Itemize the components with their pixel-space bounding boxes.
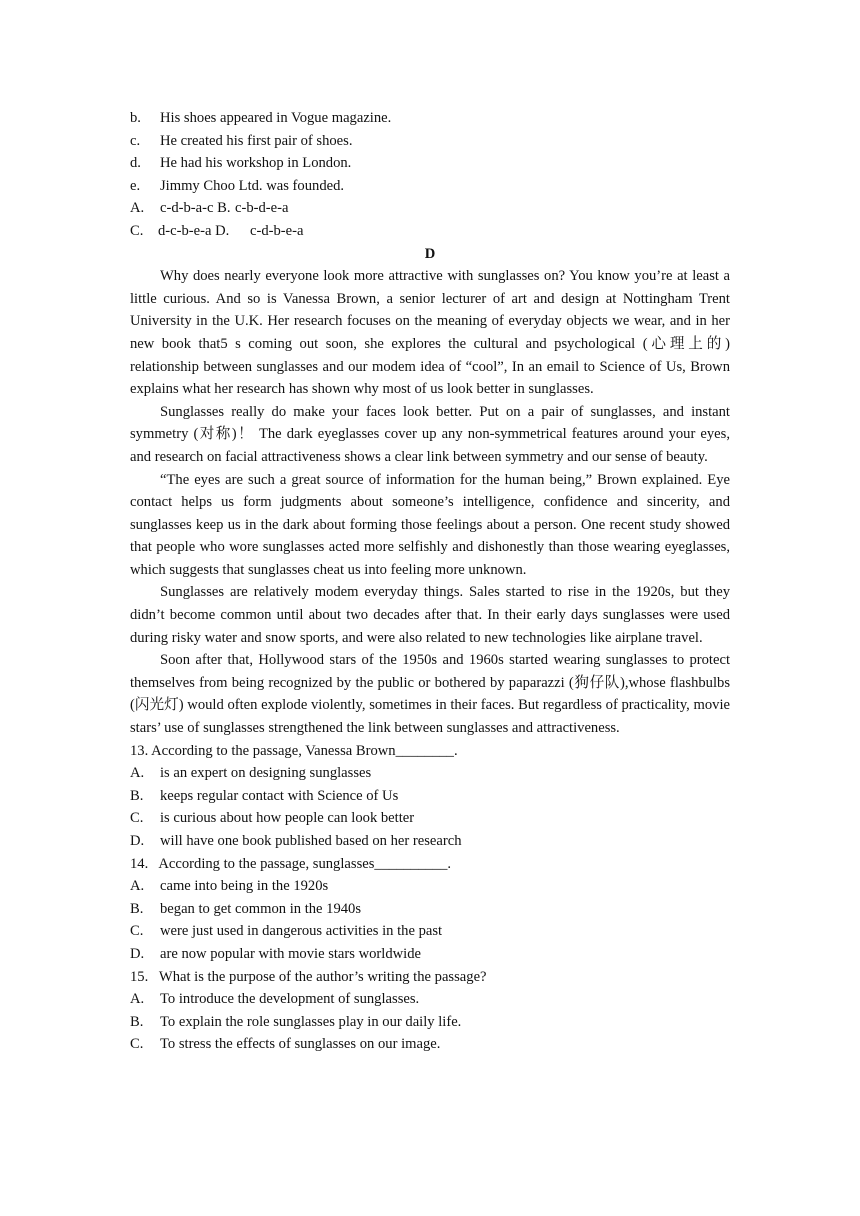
choice-a-text: c-d-b-a-c bbox=[160, 200, 214, 217]
question-15 bbox=[130, 966, 730, 1056]
option-text: keeps regular contact with Science of Us bbox=[160, 787, 399, 804]
item-label: e. bbox=[130, 177, 141, 194]
answer-option bbox=[130, 1033, 730, 1056]
option-text: will have one book published based on her research bbox=[160, 833, 462, 849]
answer-option bbox=[130, 988, 730, 1011]
choice-text bbox=[158, 220, 250, 243]
previous-question-items bbox=[130, 107, 730, 197]
choice-text: c-b-d-e-a bbox=[235, 200, 289, 217]
option-label: C. bbox=[130, 1036, 144, 1053]
question-13 bbox=[130, 740, 730, 853]
answer-choices-row bbox=[130, 197, 730, 220]
choice-label: D. bbox=[215, 222, 230, 239]
option-label: A. bbox=[130, 991, 145, 1008]
option-text: To introduce the development of sunglasses. bbox=[160, 991, 420, 1008]
item-label: d. bbox=[130, 155, 141, 172]
passage-paragraph: Why does nearly everyone look more attractive with sunglasses on? You know you’re at least a little curious. And so is Vanessa Brown, a senior lecturer of art and design at Nottingham Trent University in the U.K. Her research focuses on the meaning of everyday objects we wear, and in her new book that5 s coming out soon, she explores the cultural and psychological (心理上的) relationship between sunglasses and our modem idea of “cool”, In an email to Science of Us, Brown explains what her research has shown why most of us look better in sunglasses. bbox=[130, 268, 730, 398]
choice-label: B. bbox=[217, 200, 231, 217]
item-text: His shoes appeared in Vogue magazine. bbox=[160, 110, 392, 126]
option-text: is an expert on designing sunglasses bbox=[160, 765, 372, 782]
answer-option bbox=[130, 875, 730, 898]
option-text: were just used in dangerous activities in the past bbox=[160, 923, 443, 940]
option-label: D. bbox=[130, 833, 145, 849]
option-label: B. bbox=[130, 1013, 144, 1030]
answer-option bbox=[130, 1011, 730, 1034]
list-item bbox=[130, 130, 730, 153]
choice-c-text: d-c-b-e-a bbox=[158, 222, 212, 239]
passage-paragraph: “The eyes are such a great source of information for the human being,” Brown explained. Eye contact helps us form judgments about someone’s intelligence, confidence and sincerity, and sunglasses keep us in the dark about forming those feelings about a person. One recent study showed that people who wore sunglasses acted more selfishly and dishonestly than those wearing eyeglasses, which suggests that sunglasses cheat us into feeling more unknown. bbox=[130, 471, 730, 578]
option-label: A. bbox=[130, 765, 145, 782]
item-label: c. bbox=[130, 132, 141, 149]
passage-paragraph: Soon after that, Hollywood stars of the 1950s and 1960s started wearing sunglasses to protect themselves from being recognized by the public or bothered by paparazzi (狗仔队),whose flashbulbs (闪光灯) would often explode violently, sometimes in their faces. But regardless of practicality, movie stars’ use of sunglasses strengthened the link between sunglasses and attractiveness. bbox=[130, 652, 730, 737]
option-text: are now popular with movie stars worldwide bbox=[160, 945, 422, 962]
item-text: He created his first pair of shoes. bbox=[160, 132, 353, 149]
choice-text: c-d-b-e-a bbox=[250, 222, 304, 239]
option-label: C. bbox=[130, 923, 144, 940]
item-text: Jimmy Choo Ltd. was founded. bbox=[160, 177, 345, 194]
answer-choices-row bbox=[130, 220, 730, 243]
choice-label: A. bbox=[130, 200, 145, 217]
list-item bbox=[130, 107, 730, 130]
item-label: b. bbox=[130, 110, 141, 126]
list-item bbox=[130, 152, 730, 175]
option-text: came into being in the 1920s bbox=[160, 878, 329, 895]
list-item bbox=[130, 175, 730, 198]
option-text: began to get common in the 1940s bbox=[160, 900, 362, 917]
option-text: To stress the effects of sunglasses on our image. bbox=[160, 1036, 441, 1053]
choice-label: C. bbox=[130, 222, 144, 239]
option-text: is curious about how people can look better bbox=[160, 810, 415, 827]
question-stem: 13. According to the passage, Vanessa Brown________. bbox=[130, 742, 458, 759]
section-heading: D bbox=[424, 245, 436, 262]
item-text: He had his workshop in London. bbox=[160, 155, 352, 172]
option-label: D. bbox=[130, 945, 145, 962]
question-stem: 15. What is the purpose of the author’s writing the passage? bbox=[130, 968, 487, 985]
answer-option bbox=[130, 762, 730, 785]
choice-text bbox=[160, 197, 235, 220]
option-label: C. bbox=[130, 810, 144, 827]
option-label: B. bbox=[130, 900, 144, 917]
passage-paragraph: Sunglasses really do make your faces look better. Put on a pair of sunglasses, and instant symmetry (对称)！ The dark eyeglasses cover up any non-symmetrical features around your eyes, and research on facial attractiveness shows a clear link between symmetry and our sense of beauty. bbox=[130, 403, 730, 465]
option-text: To explain the role sunglasses play in our daily life. bbox=[160, 1013, 462, 1030]
option-label: A. bbox=[130, 878, 145, 895]
document-page bbox=[130, 107, 730, 1056]
question-14 bbox=[130, 853, 730, 966]
option-label: B. bbox=[130, 787, 144, 804]
question-stem: 14. According to the passage, sunglasses__________. bbox=[130, 855, 452, 872]
answer-option bbox=[130, 830, 730, 853]
passage-paragraph: Sunglasses are relatively modem everyday things. Sales started to rise in the 1920s, but they didn’t become common until about two decades after that. In their early days sunglasses were used during risky water and snow sports, and were also related to new technologies like airplane travel. bbox=[130, 584, 730, 646]
answer-option bbox=[130, 920, 730, 943]
answer-option bbox=[130, 898, 730, 921]
passage bbox=[130, 265, 730, 739]
answer-option bbox=[130, 807, 730, 830]
answer-option bbox=[130, 943, 730, 966]
answer-option bbox=[130, 785, 730, 808]
